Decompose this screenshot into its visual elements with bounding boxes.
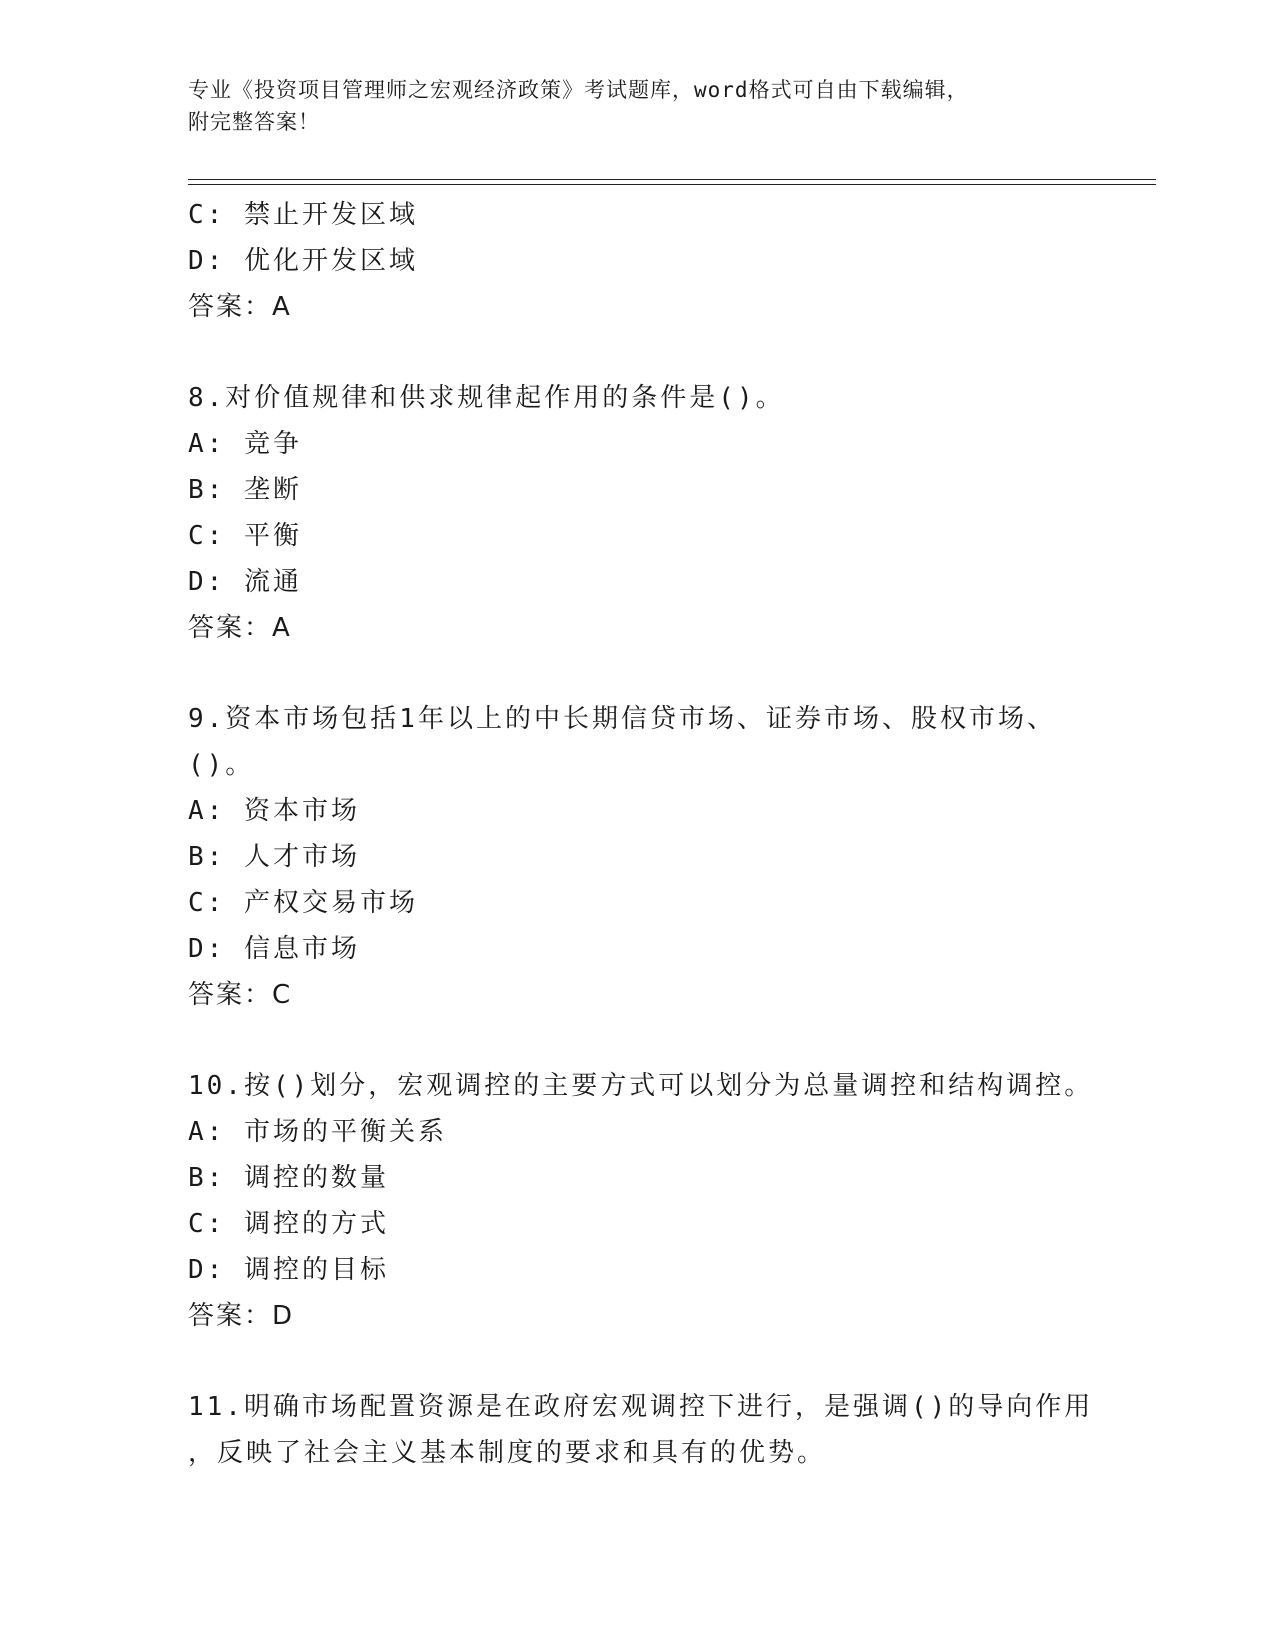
question-stem-continued: ()。	[188, 750, 255, 780]
question-stem: 9.资本市场包括1年以上的中长期信贷市场、证券市场、股权市场、	[188, 704, 1056, 734]
header-divider-bottom	[188, 184, 1156, 185]
option-a	[188, 788, 1088, 834]
option-letter: C:	[188, 888, 226, 918]
option-d	[188, 559, 1088, 605]
header-divider-top	[188, 179, 1156, 180]
option-c	[188, 1201, 1088, 1247]
option-letter: B:	[188, 842, 226, 872]
option-d	[188, 238, 1088, 284]
answer-line: 答案：D	[188, 1301, 295, 1331]
option-text: 调控的目标	[243, 1255, 389, 1285]
option-a	[188, 1109, 1088, 1155]
header-line-2: 附完整答案！	[188, 110, 320, 134]
option-text: 市场的平衡关系	[243, 1117, 447, 1147]
option-letter: C:	[188, 521, 226, 551]
option-c	[188, 513, 1088, 559]
option-b	[188, 834, 1088, 880]
option-letter: A:	[188, 796, 226, 826]
option-b	[188, 1155, 1088, 1201]
option-letter: D:	[188, 934, 226, 964]
option-text: 产权交易市场	[243, 888, 418, 918]
option-text: 调控的数量	[243, 1163, 389, 1193]
question-block-9	[188, 696, 1088, 1018]
option-text: 调控的方式	[243, 1209, 389, 1239]
option-d	[188, 1247, 1088, 1293]
question-block-8	[188, 375, 1088, 651]
question-list	[188, 192, 1094, 1476]
option-a	[188, 421, 1088, 467]
question-stem: 11.明确市场配置资源是在政府宏观调控下进行，是强调()的导向作用	[188, 1392, 1094, 1422]
question-stem: 10.按()划分，宏观调控的主要方式可以划分为总量调控和结构调控。	[188, 1071, 1094, 1101]
document-header	[188, 74, 1068, 138]
question-block-11	[188, 1384, 1094, 1476]
option-letter: B:	[188, 475, 226, 505]
option-c	[188, 880, 1088, 926]
answer-line: 答案：A	[188, 292, 292, 322]
option-letter: C:	[188, 200, 226, 230]
option-text: 信息市场	[243, 934, 360, 964]
option-letter: A:	[188, 1117, 226, 1147]
option-letter: A:	[188, 429, 226, 459]
option-c	[188, 192, 1088, 238]
option-letter: B:	[188, 1163, 226, 1193]
option-text: 流通	[243, 567, 302, 597]
option-text: 禁止开发区域	[243, 200, 418, 230]
question-block-10	[188, 1063, 1094, 1339]
option-b	[188, 467, 1088, 513]
option-text: 资本市场	[243, 796, 360, 826]
option-letter: D:	[188, 567, 226, 597]
option-text: 竞争	[243, 429, 302, 459]
option-text: 人才市场	[243, 842, 360, 872]
option-d	[188, 926, 1088, 972]
question-stem: 8.对价值规律和供求规律起作用的条件是()。	[188, 383, 785, 413]
answer-line: 答案：A	[188, 613, 292, 643]
answer-line: 答案：C	[188, 980, 293, 1010]
option-letter: D:	[188, 246, 226, 276]
header-line-1: 专业《投资项目管理师之宏观经济政策》考试题库，word格式可自由下载编辑，	[188, 78, 969, 102]
option-letter: C:	[188, 1209, 226, 1239]
option-text: 垄断	[243, 475, 302, 505]
question-block-7	[188, 192, 1088, 330]
option-letter: D:	[188, 1255, 226, 1285]
option-text: 平衡	[243, 521, 302, 551]
option-text: 优化开发区域	[243, 246, 418, 276]
question-stem-continued: ，反映了社会主义基本制度的要求和具有的优势。	[188, 1438, 827, 1468]
